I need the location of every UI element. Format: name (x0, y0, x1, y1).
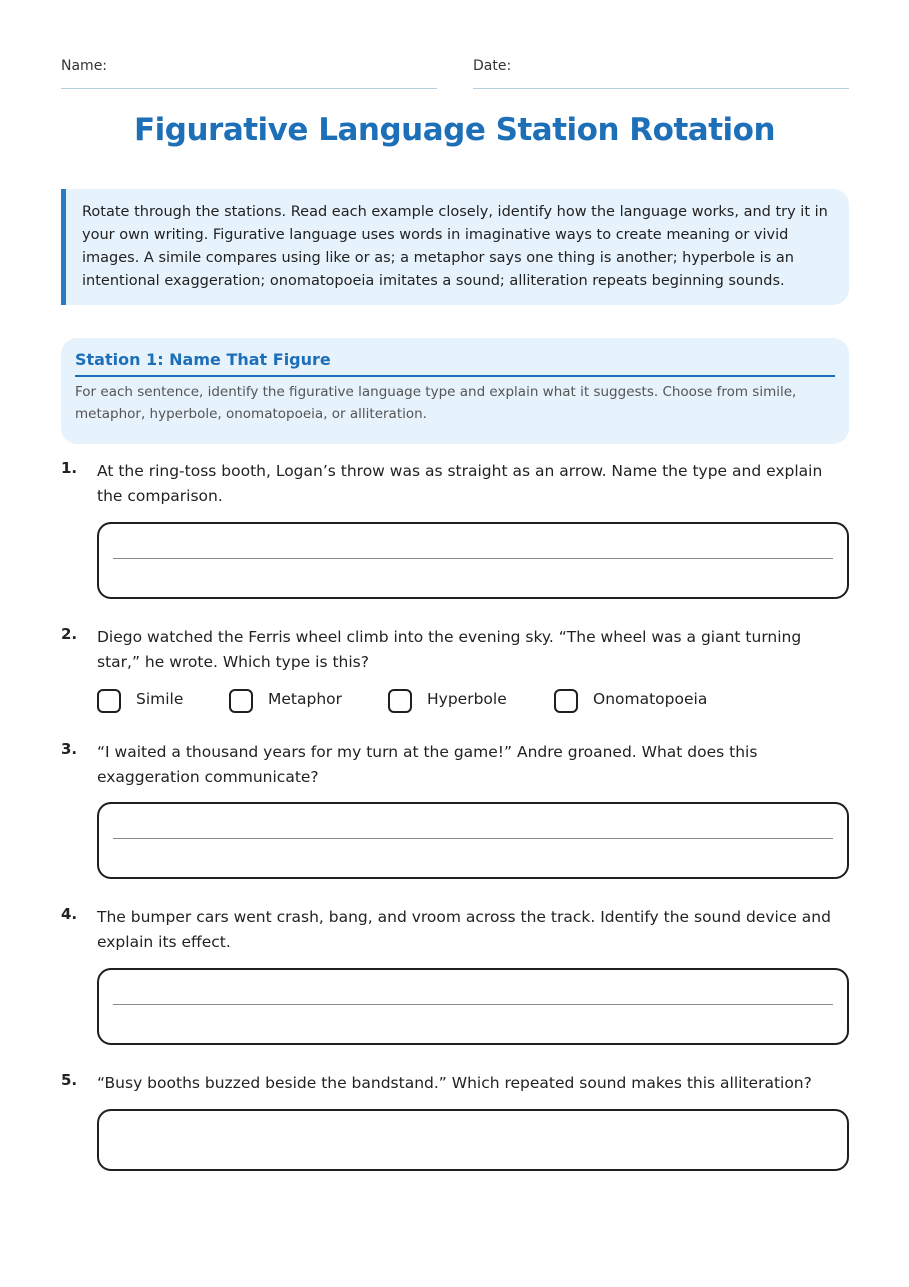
question-number: 3. (61, 740, 78, 758)
date-label: Date: (473, 58, 512, 74)
checkbox[interactable] (97, 689, 121, 713)
answer-options (97, 688, 849, 718)
option-label: Simile (136, 690, 184, 708)
checkbox[interactable] (554, 689, 578, 713)
question-number: 5. (61, 1071, 78, 1089)
answer-box-3[interactable] (97, 802, 849, 879)
question-text: Diego watched the Ferris wheel climb into the evening sky. “The wheel was a giant turning star,” he wrote. Which type is this? (97, 628, 802, 671)
option-label: Metaphor (268, 690, 343, 708)
checkbox[interactable] (388, 689, 412, 713)
intro-box: Rotate through the stations. Read each example closely, identify how the language works, and try it in your own writing. Figurative language uses words in imaginative ways to create meaning or vivid images. A simile compares using like or as; a metaphor says one thing is another; hyperbole is an intentional exaggeration; onomatopoeia imitates a sound; alliteration repeats beginning sounds. (61, 189, 849, 305)
name-label: Name: (61, 58, 108, 74)
answer-box-1[interactable] (97, 522, 849, 599)
header-fields (61, 58, 849, 88)
answer-line (113, 838, 833, 839)
name-field[interactable] (61, 58, 437, 89)
question-text: The bumper cars went crash, bang, and vroom across the track. Identify the sound device and explain its effect. (97, 908, 831, 951)
question-number: 4. (61, 905, 78, 923)
question-number: 1. (61, 459, 78, 477)
question-text: At the ring-toss booth, Logan’s throw was as straight as an arrow. Name the type and explain the comparison. (97, 462, 823, 505)
page-title: Figurative Language Station Rotation (133, 112, 776, 148)
answer-box-4[interactable] (97, 968, 849, 1045)
station-panel (61, 338, 849, 444)
question-number: 2. (61, 625, 78, 643)
question-text: “Busy booths buzzed beside the bandstand.” Which repeated sound makes this alliteration? (97, 1074, 812, 1092)
station-title: Station 1: Name That Figure (75, 350, 835, 377)
date-field[interactable] (473, 58, 849, 89)
answer-line (113, 558, 833, 559)
question-text: “I waited a thousand years for my turn at the game!” Andre groaned. What does this exaggeration communicate? (97, 743, 758, 786)
checkbox[interactable] (229, 689, 253, 713)
option-label: Hyperbole (427, 690, 507, 708)
option-label: Onomatopoeia (593, 690, 708, 708)
answer-line (113, 1004, 833, 1005)
station-description: For each sentence, identify the figurative language type and explain what it suggests. Choose from simile, metaphor, hyperbole, onomatopoeia, or alliteration. (75, 384, 797, 422)
answer-box-5[interactable] (97, 1109, 849, 1171)
